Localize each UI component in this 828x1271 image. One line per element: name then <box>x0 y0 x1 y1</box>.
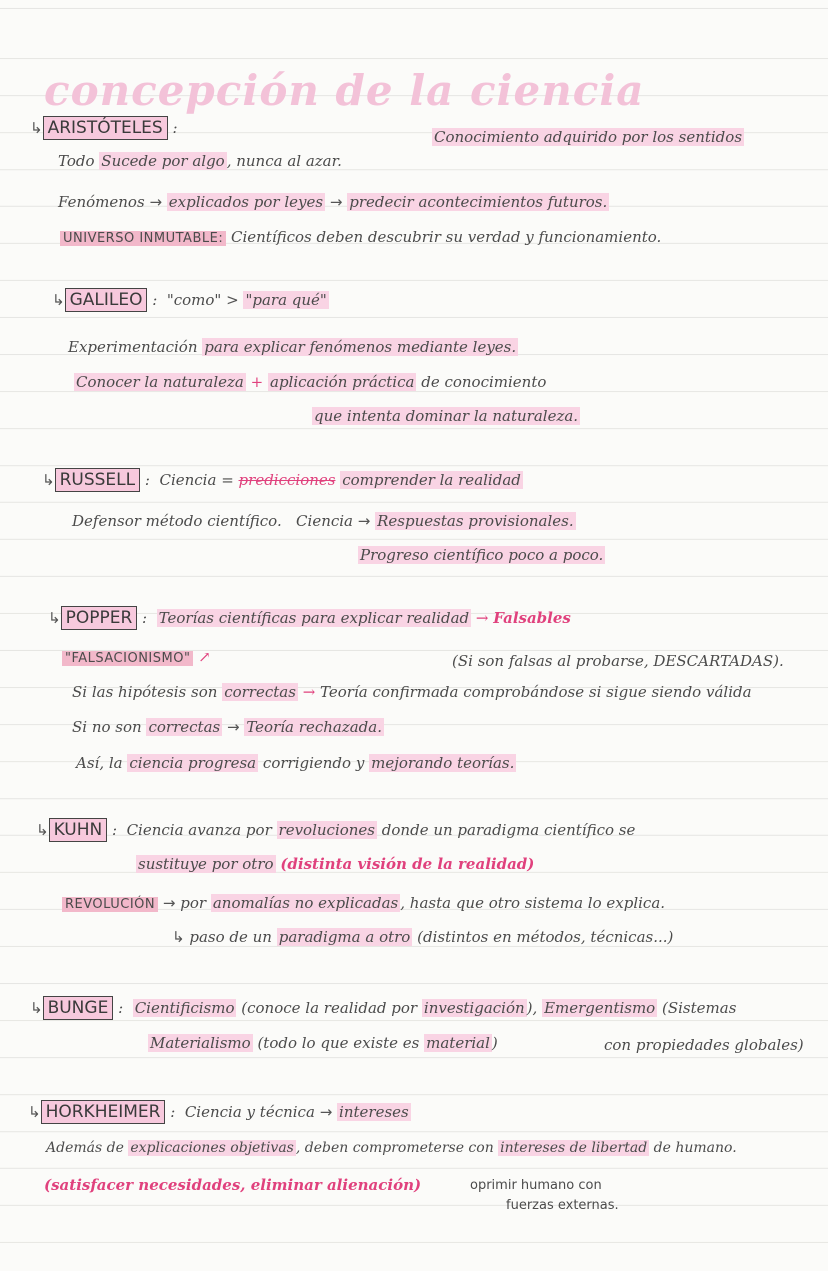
kuhn-line-4: ↳ paso de un paradigma a otro (distintos en métodos, técnicas...) <box>172 928 674 946</box>
return-arrow-icon: ↳ <box>48 609 61 627</box>
horkheimer-note-1: oprimir humano con <box>470 1178 602 1193</box>
popper-line-2: "FALSACIONISMO" ↗ <box>62 648 211 666</box>
heading-galileo: GALILEO <box>65 288 148 312</box>
page-title: concepción de la ciencia <box>44 66 645 115</box>
horkheimer-line-2: Además de explicaciones objetivas , deben comprometerse con intereses de libertad de humano. <box>46 1140 737 1156</box>
right-arrow-icon: → <box>149 193 163 211</box>
popper-line-5: Así, la ciencia progresa corrigiendo y mejorando teorías. <box>76 754 515 772</box>
aristoteles-line-1: Todo Sucede por algo , nunca al azar. <box>58 152 342 170</box>
kuhn-line-3: REVOLUCIÓN → por anomalías no explicadas , hasta que otro sistema lo explica. <box>62 894 665 912</box>
galileo-line-1: Experimentación para explicar fenómenos mediante leyes. <box>68 338 517 356</box>
russell-line-3: Progreso científico poco a poco. <box>360 546 604 564</box>
heading-kuhn: KUHN <box>49 818 108 842</box>
section-popper: ↳ POPPER : Teorías científicas para explicar realidad → Falsables <box>48 608 571 628</box>
heading-horkheimer: HORKHEIMER <box>41 1100 166 1124</box>
kuhn-line-2: sustituye por otro (distinta visión de la realidad) <box>138 855 535 873</box>
galileo-line-3: que intenta dominar la naturaleza. <box>314 407 579 425</box>
popper-line-2b: (Si son falsas al probarse, DESCARTADAS). <box>452 652 784 670</box>
aristoteles-line-2: Fenómenos → explicados por leyes → predecir acontecimientos futuros. <box>58 193 608 211</box>
galileo-line-2: Conocer la naturaleza + aplicación práctica de conocimiento <box>76 373 547 391</box>
heading-popper: POPPER <box>61 606 138 630</box>
return-arrow-icon: ↳ <box>52 291 65 309</box>
return-arrow-icon: ↳ <box>36 821 49 839</box>
return-arrow-icon: ↳ <box>42 471 55 489</box>
horkheimer-line-3: (satisfacer necesidades, eliminar alienación) <box>44 1176 422 1194</box>
aristoteles-line-3: UNIVERSO INMUTABLE: Científicos deben descubrir su verdad y funcionamiento. <box>60 228 661 246</box>
section-horkheimer: ↳ HORKHEIMER : Ciencia y técnica → intereses <box>28 1102 409 1122</box>
right-arrow-icon: → <box>357 512 371 530</box>
right-arrow-icon: → <box>329 193 343 211</box>
heading-aristoteles: ARISTÓTELES <box>43 116 168 140</box>
heading-bunge: BUNGE <box>43 996 114 1020</box>
section-galileo: ↳ GALILEO : "como" > "para qué" <box>52 290 327 310</box>
section-bunge: ↳ BUNGE : Cientificismo (conoce la realidad por investigación ), Emergentismo (Sistemas <box>30 998 737 1018</box>
section-aristoteles: ↳ ARISTÓTELES : <box>30 118 178 138</box>
section-russell: ↳ RUSSELL : Ciencia = predicciones comprender la realidad <box>42 470 521 490</box>
aristoteles-note: Conocimiento adquirido por los sentidos <box>434 128 743 146</box>
return-arrow-icon: ↳ <box>30 119 43 137</box>
section-kuhn: ↳ KUHN : Ciencia avanza por revoluciones donde un paradigma científico se <box>36 820 636 840</box>
bunge-line-2b: con propiedades globales) <box>604 1036 804 1054</box>
popper-line-4: Si no son correctas → Teoría rechazada. <box>72 718 382 736</box>
return-arrow-icon: ↳ <box>30 999 43 1017</box>
russell-line-2: Defensor método científico. Ciencia → Respuestas provisionales. <box>72 512 574 530</box>
horkheimer-note-2: fuerzas externas. <box>506 1198 619 1213</box>
heading-russell: RUSSELL <box>55 468 141 492</box>
popper-line-3: Si las hipótesis son correctas → Teoría confirmada comprobándose si sigue siendo válida <box>72 683 752 701</box>
return-arrow-icon: ↳ <box>28 1103 41 1121</box>
bunge-line-2: Materialismo (todo lo que existe es material ) <box>150 1034 498 1052</box>
